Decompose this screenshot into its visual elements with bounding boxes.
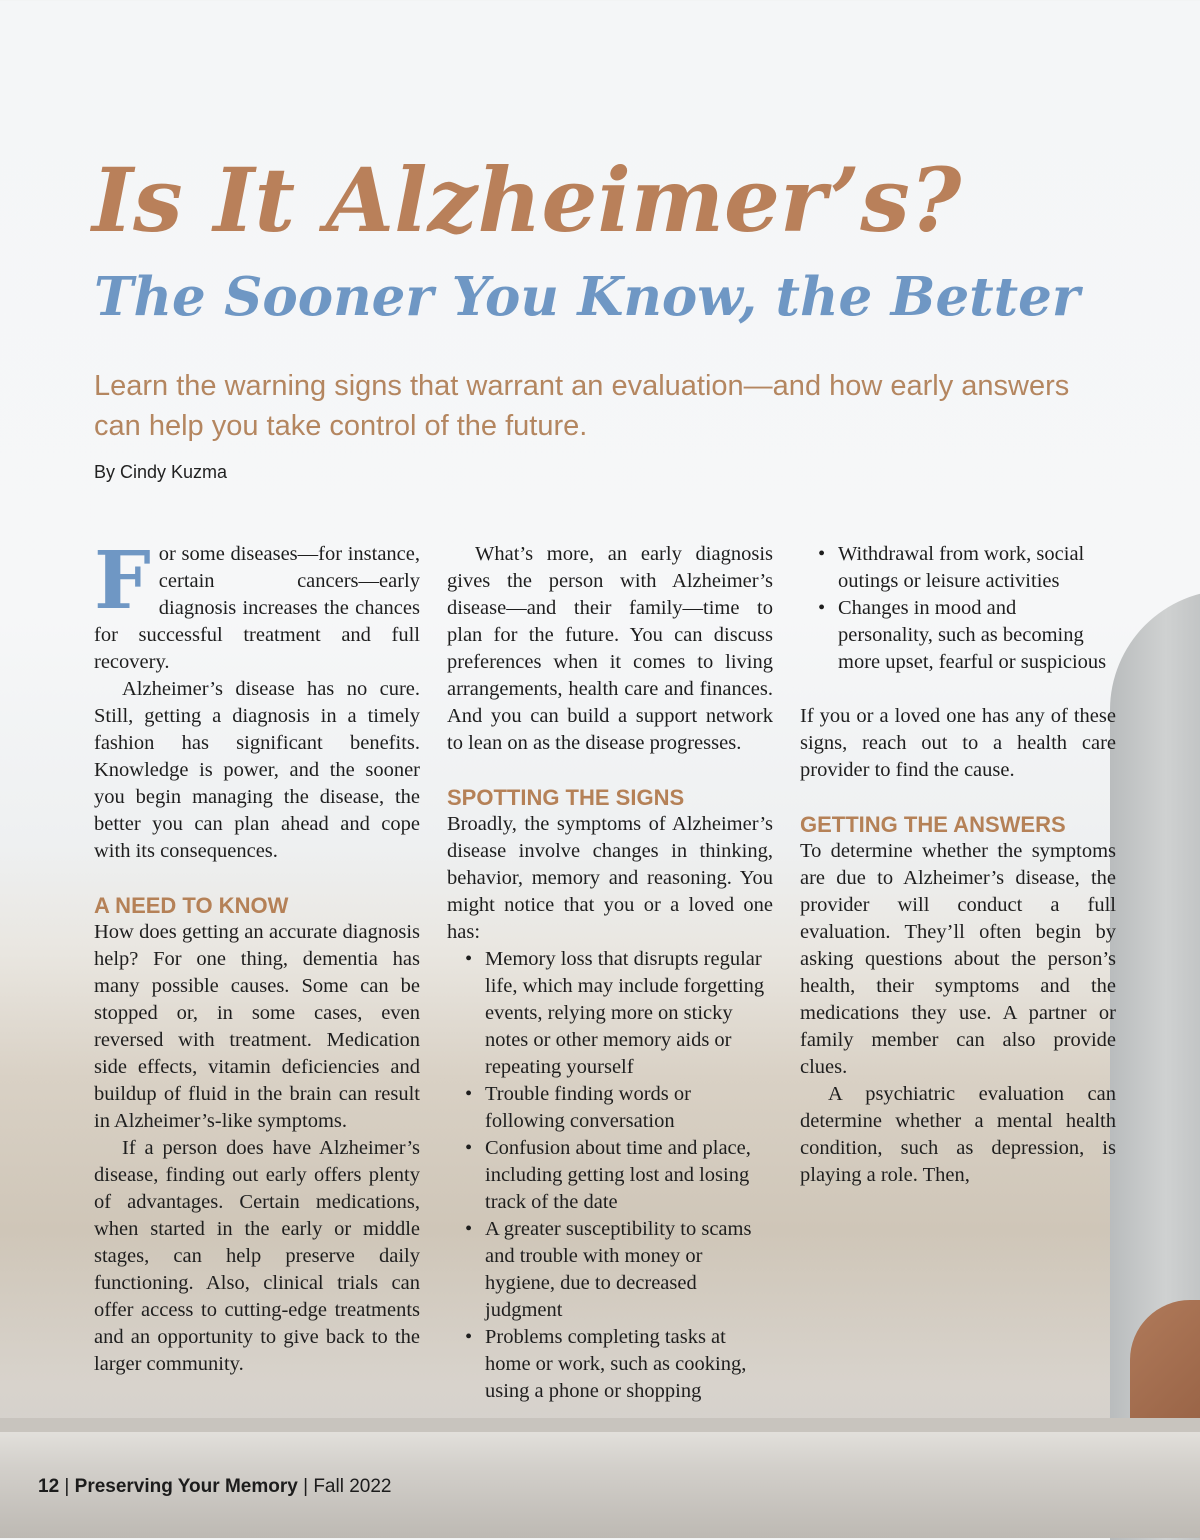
paragraph: If a person does have Alzheimer’s disease, finding out early offers plenty of advantages. Certain medications, when started in the early or middle stages, can help preserve daily functioning. Also, clinical trials can offer access to cutting-edge treatments and an opportunity to give back to the larger community. [94, 1137, 420, 1375]
list-item: • Problems completing tasks at home or work, such as cooking, using a phone or shopping [485, 1324, 773, 1405]
list-item: • Trouble finding words or following conversation [485, 1081, 773, 1135]
publication-name: Preserving Your Memory [74, 1476, 298, 1497]
paragraph: If you or a loved one has any of these signs, reach out to a health care provider to find the cause. [800, 705, 1116, 781]
section-heading-getting-answers: GETTING THE ANSWERS [800, 812, 1066, 837]
section-heading-need-to-know: A NEED TO KNOW [94, 893, 289, 918]
issue: Fall 2022 [313, 1476, 392, 1497]
drop-cap: F [94, 533, 151, 627]
page-footer [38, 1476, 391, 1498]
list-item: • Changes in mood and personality, such as becoming more upset, fearful or suspicious [838, 595, 1116, 676]
separator: | [297, 1476, 314, 1497]
section-heading-spotting-signs: SPOTTING THE SIGNS [447, 785, 685, 810]
paragraph: How does getting an accurate diagnosis help? For one thing, dementia has many possible causes. Some can be stopped or, in some cases, even reversed with treatment. Medication side effects, vitamin deficiencies and buildup of fluid in the brain can result in Alzheimer’s-like symptoms. [94, 921, 420, 1132]
railing [0, 1418, 1200, 1432]
signs-list-continued [800, 541, 1116, 676]
intro-paragraph [94, 533, 420, 676]
list-item: • Memory loss that disrupts regular life, which may include forgetting events, relying more on sticky notes or other memory aids or repeating yourself [485, 946, 773, 1081]
paragraph: To determine whether the symptoms are due to Alzheimer’s disease, the provider will conduct a full evaluation. They’ll often begin by asking questions about the person’s health, their symptoms and the medications they use. A partner or family member can also provide clues. [800, 840, 1116, 1078]
intro-text: or some diseases—for instance, certain cancers—early diagnosis increases the chances for successful treatment and full recovery. [94, 543, 420, 673]
article-subtitle: The Sooner You Know, the Better [94, 266, 1080, 328]
byline: By Cindy Kuzma [94, 462, 228, 482]
paragraph: What’s more, an early diagnosis gives the person with Alzheimer’s disease—and their family—time to plan for the future. You can discuss preferences when it comes to living arrangements, health care and finances. And you can build a support network to lean on as the disease progresses. [447, 543, 773, 754]
paragraph: Broadly, the symptoms of Alzheimer’s disease involve changes in thinking, behavior, memory and reasoning. You might notice that you or a loved one has: [447, 813, 773, 943]
list-item: • Withdrawal from work, social outings or leisure activities [838, 541, 1116, 595]
article-dek: Learn the warning signs that warrant an evaluation—and how early answers can help you take control of the future. [94, 370, 1070, 442]
paragraph: A psychiatric evaluation can determine whether a mental health condition, such as depression, is playing a role. Then, [800, 1083, 1116, 1186]
signs-list [447, 946, 773, 1405]
list-item: • Confusion about time and place, including getting lost and losing track of the date [485, 1135, 773, 1216]
page-number: 12 [38, 1476, 60, 1497]
separator: | [59, 1476, 75, 1497]
column-2 [447, 541, 773, 1405]
paragraph: Alzheimer’s disease has no cure. Still, getting a diagnosis in a timely fashion has significant benefits. Knowledge is power, and the sooner you begin managing the disease, the better you can plan ahead and cope with its consequences. [94, 678, 420, 862]
column-1 [94, 533, 420, 1378]
article-title: Is It Alzheimer’s? [92, 148, 962, 252]
list-item: • A greater susceptibility to scams and trouble with money or hygiene, due to decreased judgment [485, 1216, 773, 1324]
column-3 [800, 541, 1116, 1189]
